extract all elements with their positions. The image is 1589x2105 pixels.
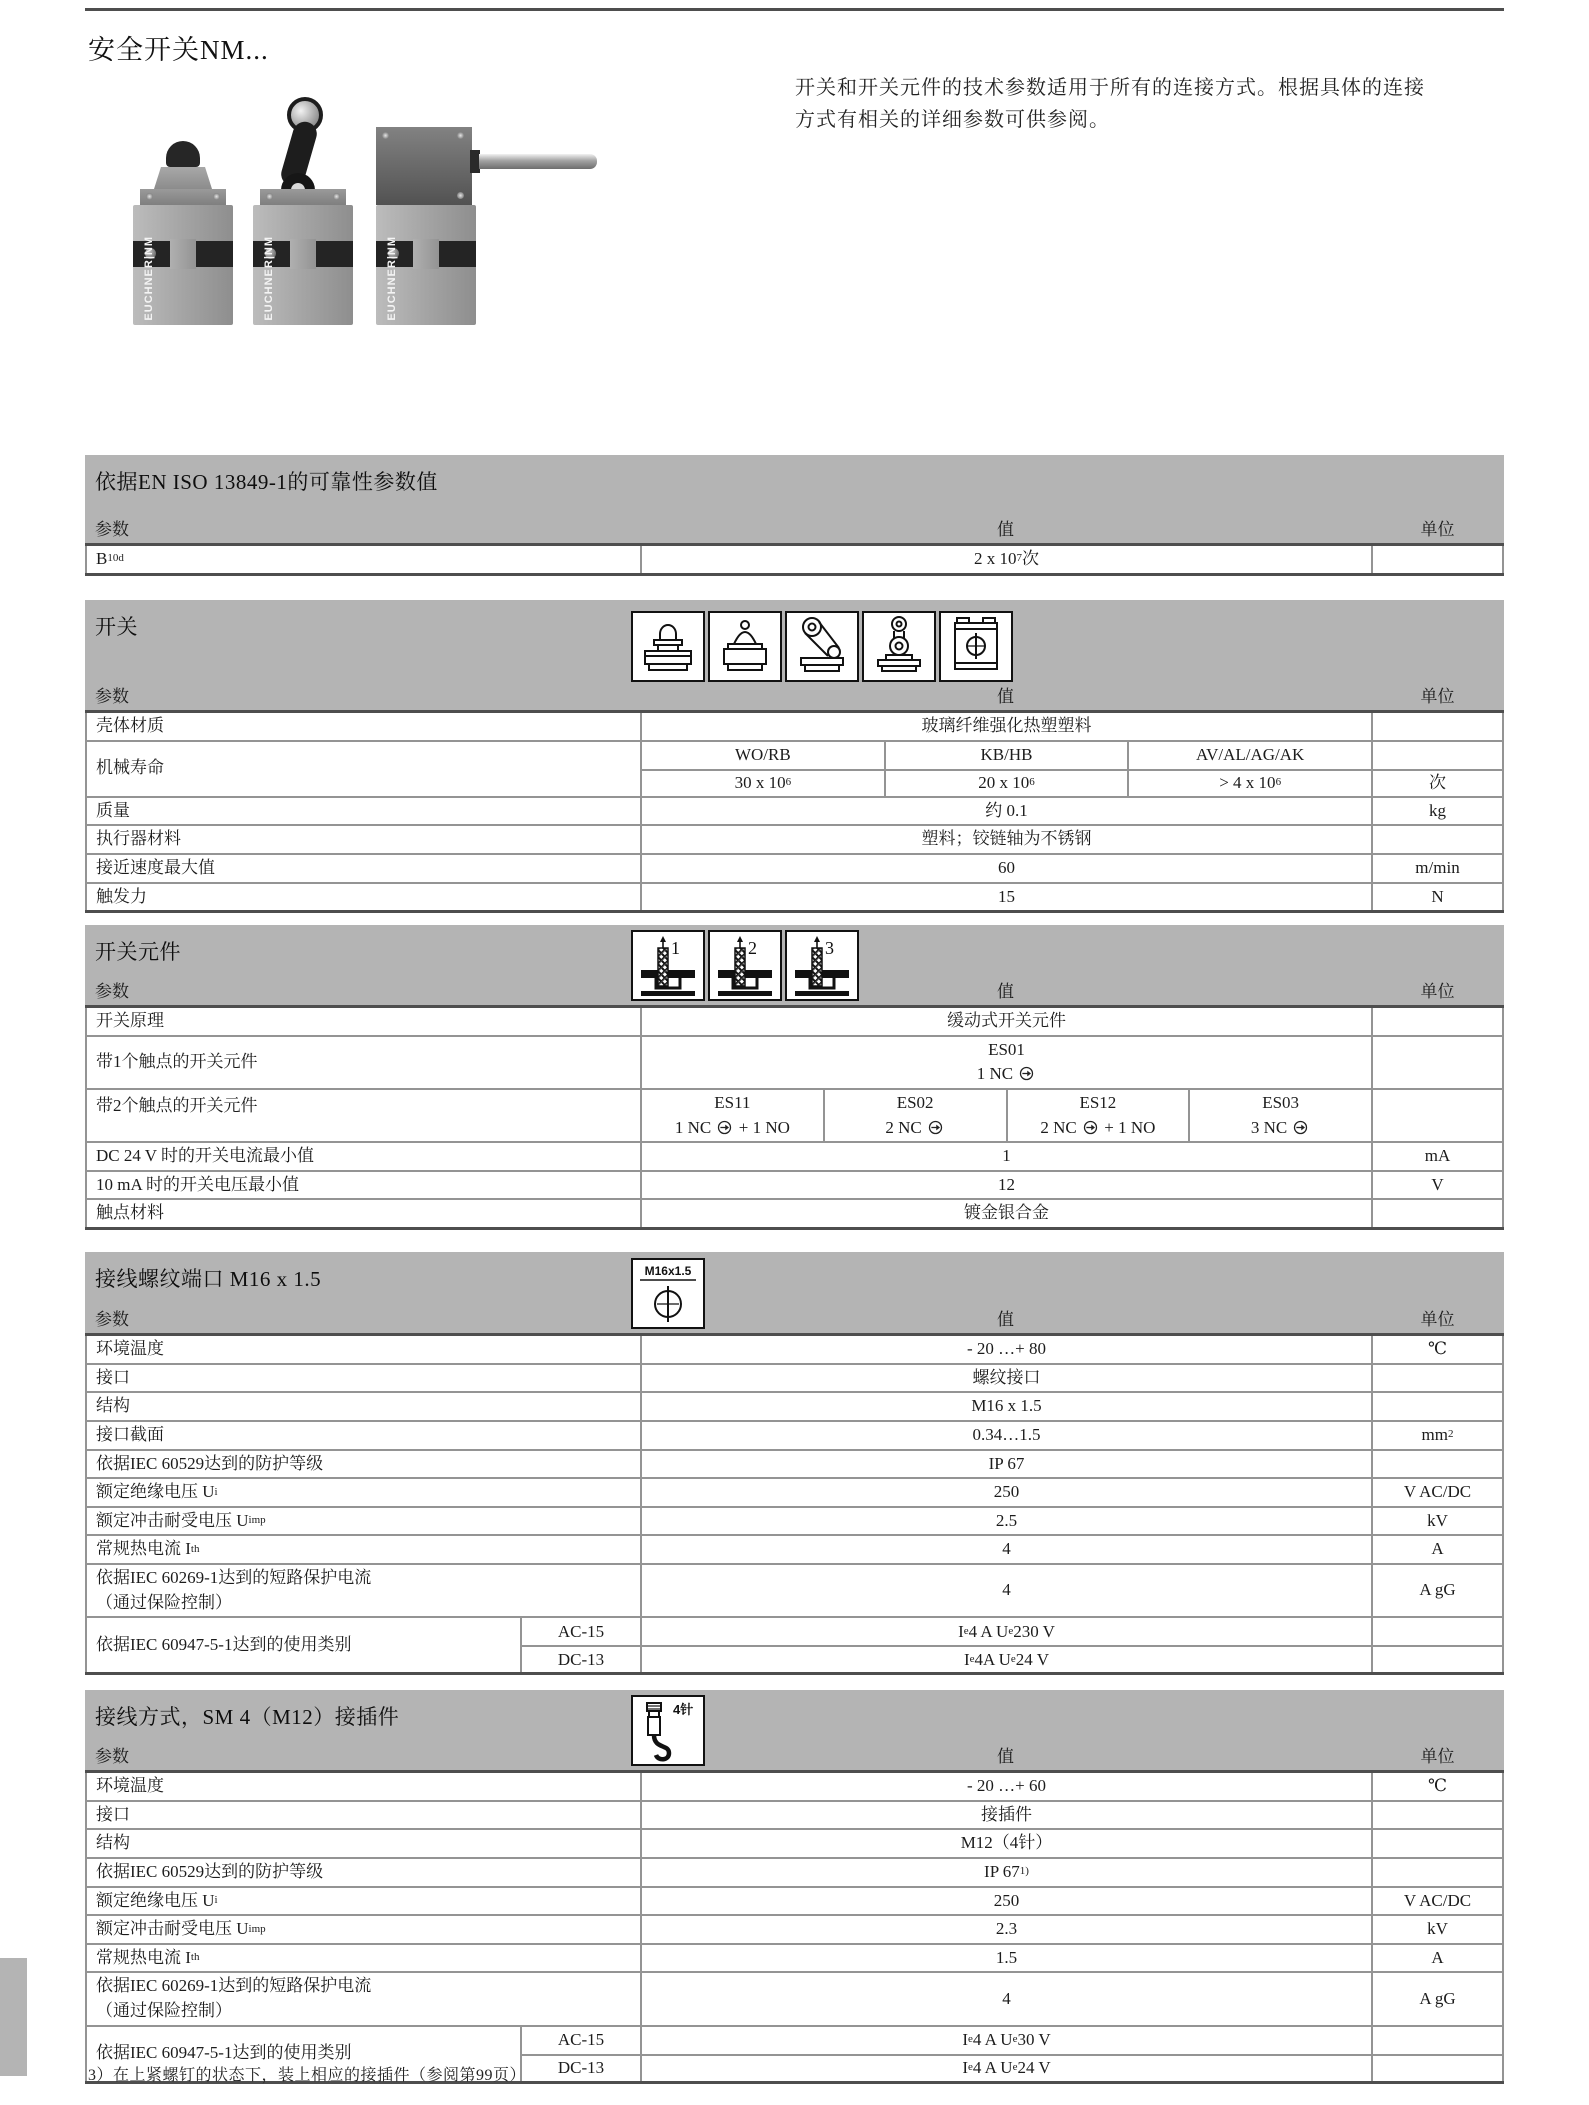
column-headers [85,977,1504,1002]
sub-value-cell: 2 NC [885,1116,945,1141]
param-cell: 依据IEC 60529达到的防护等级 [85,1451,640,1478]
param-cell: 结构 [85,1393,640,1420]
sub-column-header: ES03 [1262,1092,1300,1112]
table-row [85,1800,1504,1829]
table-title: 接线螺纹端口 M16 x 1.5 [95,1267,322,1291]
unit-cell: V AC/DC [1371,1888,1504,1915]
sub-column-cell [1188,1090,1371,1141]
param-cell: 环境温度 [85,1336,640,1363]
column-header-unit: 单位 [1420,687,1455,706]
param-cell: 环境温度 [85,1773,640,1800]
plunger-head-base [154,167,212,189]
table-connector [85,1690,1504,2084]
table-header [85,1690,1504,1770]
sub-column-header: WO/RB [640,742,884,769]
sub-column-cell [1006,1090,1189,1141]
value-cell: M16 x 1.5 [640,1393,1371,1420]
param-cell: 依据IEC 60269-1达到的短路保护电流 （通过保险控制） [85,1565,640,1616]
table-row [85,1616,1504,1672]
top-plunger-actuator-icon [941,613,1011,680]
column-header-value: 值 [997,1747,1014,1766]
unit-cell [1371,742,1504,769]
unit-cell [1371,2027,1504,2054]
table-title: 依据EN ISO 13849-1的可靠性参数值 [95,470,438,494]
param-cell: 额定冲击耐受电压 U imp [85,1916,640,1943]
band-tab [170,239,196,269]
unit-cell: kV [1371,1916,1504,1943]
param-cell: 接口 [85,1365,640,1392]
param-cell: 依据IEC 60947-5-1达到的使用类别 [85,2027,520,2081]
table-row [85,824,1504,853]
value-cell: 玻璃纤维强化热塑塑料 [640,713,1371,740]
band-tab [290,239,316,269]
roller-lever-actuator-icon [787,613,857,680]
unit-cell [1371,1645,1504,1672]
param-cell: 额定绝缘电压 U i [85,1888,640,1915]
table-row [85,740,1504,796]
table-row [85,1035,1504,1088]
table-title: 开关元件 [95,940,181,964]
table-body [85,710,1504,913]
switch-body [376,205,476,325]
product-photo-plunger-switch [133,80,233,325]
table-row [85,1914,1504,1943]
switch-head-mount [140,189,226,205]
unit-cell: ℃ [1371,1773,1504,1800]
unit-cell [1371,1859,1504,1886]
brand-label: EUCHNER|NM [263,236,275,321]
sub-value-cell: 20 x 10 6 [884,769,1128,796]
column-header-value: 值 [997,687,1014,706]
column-header-param: 参数 [95,1310,129,1329]
unit-cell: V [1371,1172,1504,1199]
sub-value-cell: 3 NC [1251,1116,1311,1141]
sub-column-header: ES02 [896,1092,934,1112]
value-cell: I e 4 A U e 30 V [640,2027,1371,2054]
value-cell: 0.34…1.5 [640,1422,1371,1449]
category-cell: DC-13 [520,2054,640,2081]
param-cell: 依据IEC 60269-1达到的短路保护电流 （通过保险控制） [85,1973,640,2024]
value-cell: - 20 …+ 80 [640,1336,1371,1363]
param-cell: 接近速度最大值 [85,855,640,882]
column-header-unit: 单位 [1420,1747,1455,1766]
plunger-dome [166,141,200,167]
table-title: 开关 [95,615,138,639]
table-icons [633,613,1011,680]
dome-plunger-actuator-icon [710,613,780,680]
switch-body [253,205,353,325]
param-cell: 依据IEC 60529达到的防护等级 [85,1859,640,1886]
table-row [85,1420,1504,1449]
switch-head-mount [260,189,346,205]
table-gland [85,1252,1504,1675]
value-cell: 4 [640,1973,1371,2024]
value-cell: M12（4针） [640,1830,1371,1857]
svg-text:3: 3 [825,938,834,958]
table-body [85,1333,1504,1675]
table-row [85,1170,1504,1199]
param-cell: 触点材料 [85,1200,640,1227]
rod-head-block [376,127,472,205]
table-header [85,1252,1504,1333]
rotary-lever-actuator-icon [864,613,934,680]
value-cell: 螺纹接口 [640,1365,1371,1392]
table-row [85,1008,1504,1035]
value-cell: 60 [640,855,1371,882]
value-cell: 缓动式开关元件 [640,1008,1371,1035]
column-header-value: 值 [997,1310,1014,1329]
unit-cell: kV [1371,1508,1504,1535]
param-cell: 带1个触点的开关元件 [85,1037,640,1088]
column-headers [85,1742,1504,1767]
table-title: 接线方式，SM 4（M12）接插件 [95,1705,400,1729]
sub-column-cell [640,1090,823,1141]
sub-column-cell [823,1090,1006,1141]
unit-cell [1371,1090,1504,1141]
top-rule [85,8,1504,11]
column-headers [85,515,1504,540]
table-row [85,1336,1504,1363]
svg-text:1: 1 [671,938,680,958]
table-row [85,1857,1504,1886]
unit-cell [1371,713,1504,740]
table-switching-elements [85,925,1504,1230]
value-cell: 1.5 [640,1945,1371,1972]
table-row [85,1477,1504,1506]
param-cell: 额定绝缘电压 U i [85,1479,640,1506]
unit-cell: A [1371,1945,1504,1972]
param-cell: 执行器材料 [85,826,640,853]
column-headers [85,682,1504,707]
table-header [85,925,1504,1005]
column-header-unit: 单位 [1420,520,1455,539]
unit-cell: A gG [1371,1973,1504,2024]
table-row [85,1886,1504,1915]
column-header-param: 参数 [95,1747,129,1766]
sub-value-cell: 30 x 10 6 [640,769,884,796]
value-cell: 2.5 [640,1508,1371,1535]
column-header-param: 参数 [95,520,129,539]
table-row [85,1828,1504,1857]
brand-label: EUCHNER|NM [386,236,398,321]
sub-column-header: KB/HB [884,742,1128,769]
value-cell: 1 [640,1143,1371,1170]
table-reliability [85,455,1504,576]
unit-cell [1371,1365,1504,1392]
table-body [85,1005,1504,1230]
svg-text:M16x1.5: M16x1.5 [644,1264,692,1278]
value-cell [640,1037,1371,1088]
param-cell: 质量 [85,798,640,825]
table-row [85,1363,1504,1392]
unit-cell [1371,1618,1504,1645]
unit-cell: 次 [1371,769,1504,796]
unit-cell: A gG [1371,1565,1504,1616]
table-switch [85,600,1504,913]
value-line: 1 NC [977,1062,1037,1087]
unit-cell: mm 2 [1371,1422,1504,1449]
band-tab [413,239,439,269]
footnote: 3）在上紧螺钉的状态下，装上相应的接插件（参阅第99页） [88,2067,527,2084]
param-cell: 10 mA 时的开关电压最小值 [85,1172,640,1199]
svg-text:2: 2 [748,938,757,958]
table-body [85,543,1504,576]
product-photo-roller-lever-switch [253,80,353,325]
switch-body [133,205,233,325]
table-header [85,455,1504,543]
value-cell: I e 4 A U e 230 V [640,1618,1371,1645]
sub-value-cell: 2 NC + 1 NO [1040,1117,1156,1137]
unit-cell: kg [1371,798,1504,825]
table-row [85,1141,1504,1170]
param-cell: 依据IEC 60947-5-1达到的使用类别 [85,1618,520,1672]
unit-cell [1371,1802,1504,1829]
param-cell: 常规热电流 I th [85,1536,640,1563]
sub-value-cell: > 4 x 10 6 [1127,769,1371,796]
table-row [85,1943,1504,1972]
unit-cell: mA [1371,1143,1504,1170]
category-cell: AC-15 [520,1618,640,1645]
table-row [85,1563,1504,1616]
value-cell: 12 [640,1172,1371,1199]
metal-rod-lever [479,154,597,169]
table-row [85,713,1504,740]
value-cell: 镀金银合金 [640,1200,1371,1227]
category-cell: AC-15 [520,2027,640,2054]
column-header-unit: 单位 [1420,982,1455,1001]
param-cell: 接口 [85,1802,640,1829]
param-cell: DC 24 V 时的开关电流最小值 [85,1143,640,1170]
table-row [85,1971,1504,2024]
sub-column-header: ES11 [714,1092,751,1112]
column-header-value: 值 [997,982,1014,1001]
param-cell: 额定冲击耐受电压 U imp [85,1508,640,1535]
table-row [85,1449,1504,1478]
value-cell: 15 [640,884,1371,911]
value-line: ES01 [988,1039,1025,1059]
column-header-value: 值 [997,520,1014,539]
param-cell: 机械寿命 [85,742,640,796]
page-title: 安全开关NM... [88,35,269,65]
value-cell: 250 [640,1479,1371,1506]
unit-cell: m/min [1371,855,1504,882]
unit-cell [1371,826,1504,853]
table-row [85,1506,1504,1535]
param-cell: 触发力 [85,884,640,911]
param-cell: 壳体材质 [85,713,640,740]
intro-text: 开关和开关元件的技术参数适用于所有的连接方式。根据具体的连接方式有相关的详细参数可供参阅。 [795,77,1425,131]
unit-cell [1371,1830,1504,1857]
value-cell: IP 67 1) [640,1859,1371,1886]
table-row [85,796,1504,825]
unit-cell [1371,1200,1504,1227]
param-cell: 接口截面 [85,1422,640,1449]
value-cell: 4 [640,1565,1371,1616]
value-cell: 2.3 [640,1916,1371,1943]
param-cell: 常规热电流 I th [85,1945,640,1972]
svg-text:4针: 4针 [673,1702,694,1717]
param-cell: 开关原理 [85,1008,640,1035]
unit-cell [1371,1037,1504,1088]
brand-label: EUCHNER|NM [143,236,155,321]
value-cell: 250 [640,1888,1371,1915]
table-row [85,1773,1504,1800]
category-cell: DC-13 [520,1645,640,1672]
value-cell: 4 [640,1536,1371,1563]
column-header-unit: 单位 [1420,1310,1455,1329]
unit-cell [1371,546,1504,573]
table-row [85,1391,1504,1420]
column-header-param: 参数 [95,687,129,706]
unit-cell: N [1371,884,1504,911]
table-row [85,1534,1504,1563]
param-cell: 结构 [85,1830,640,1857]
value-cell: I e 4 A U e 24 V [640,2054,1371,2081]
param-cell: B 10d [85,546,640,573]
product-photos [118,80,618,325]
value-cell: 塑料；铰链轴为不锈钢 [640,826,1371,853]
plunger-actuator-icon [633,613,703,680]
table-header [85,600,1504,710]
page-edge-tab [0,1958,27,2076]
product-photo-rod-lever-switch [376,80,476,325]
sub-value-cell: 1 NC + 1 NO [674,1117,790,1137]
table-row [85,1088,1504,1141]
unit-cell [1371,1008,1504,1035]
unit-cell [1371,2054,1504,2081]
value-cell: I e 4A U e 24 V [640,1645,1371,1672]
value-cell: 2 x 10 7 次 [640,546,1371,573]
unit-cell: ℃ [1371,1336,1504,1363]
sub-column-header: ES12 [1079,1092,1117,1112]
table-body [85,1770,1504,2084]
column-header-param: 参数 [95,982,129,1001]
unit-cell [1371,1451,1504,1478]
param-cell: 带2个触点的开关元件 [85,1090,640,1141]
table-row [85,1198,1504,1227]
table-row [85,853,1504,882]
column-headers [85,1305,1504,1330]
unit-cell: V AC/DC [1371,1479,1504,1506]
sub-column-header: AV/AL/AG/AK [1127,742,1371,769]
value-cell: - 20 …+ 60 [640,1773,1371,1800]
unit-cell [1371,1393,1504,1420]
value-cell: 接插件 [640,1802,1371,1829]
value-cell: 约 0.1 [640,798,1371,825]
table-row [85,546,1504,573]
table-row [85,882,1504,911]
value-cell: IP 67 [640,1451,1371,1478]
unit-cell: A [1371,1536,1504,1563]
